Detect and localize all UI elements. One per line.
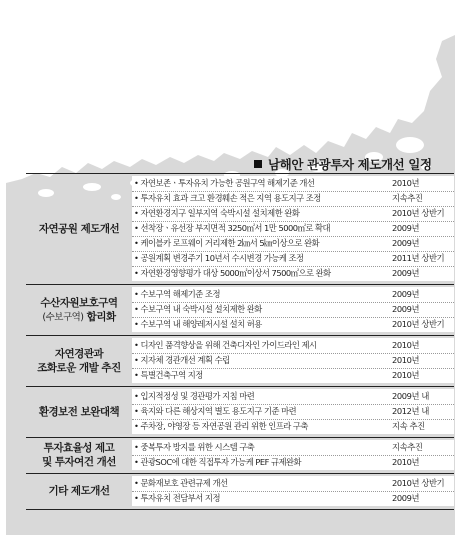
- list-item: [132, 440, 454, 456]
- list-item: [132, 491, 454, 506]
- item-date: 2011년 상반기: [392, 253, 445, 263]
- category-label: 자연공원 제도개선: [38, 223, 120, 235]
- item-date: 2010년 상반기: [392, 208, 445, 218]
- list-item: [132, 236, 454, 252]
- item-text: • 선착장ㆍ유선장 부지면적 3250㎡서 1만 5000㎡로 확대: [134, 221, 330, 235]
- section-rule: [26, 473, 454, 474]
- list-item: [132, 206, 454, 222]
- section-investment: [26, 440, 454, 470]
- list-item: [132, 302, 454, 318]
- item-text: • 자연보존ㆍ투자유치 가능한 공원구역 해제기준 개선: [134, 176, 314, 190]
- item-date: 2009년: [392, 268, 420, 278]
- item-list: [132, 287, 454, 332]
- item-text: • 케이블카 로프웨이 거리제한 2㎞서 5㎞이상으로 완화: [134, 236, 319, 250]
- item-date: 2009년: [392, 304, 420, 314]
- item-date: 2009년: [392, 238, 420, 248]
- item-text: • 중복투자 방지를 위한 시스템 구축: [134, 440, 254, 454]
- item-text: • 수보구역 해제기준 조정: [134, 287, 220, 301]
- section-rule: [26, 386, 454, 387]
- item-date: 2009년: [392, 289, 420, 299]
- item-date: 2010년 상반기: [392, 478, 445, 488]
- list-item: [132, 419, 454, 434]
- section-rule: [26, 437, 454, 438]
- item-date: 2009년: [392, 223, 420, 233]
- item-date: 2010년: [392, 340, 420, 350]
- item-date: 2010년 상반기: [392, 319, 445, 329]
- item-text: • 자연환경지구 일부지역 숙박시설 설치제한 완화: [134, 206, 299, 220]
- list-item: [132, 476, 454, 492]
- chart-title: [254, 155, 432, 173]
- item-text: • 주차장, 야영장 등 자연공원 관리 위한 인프라 구축: [134, 419, 308, 433]
- item-date: 지속추진: [392, 442, 423, 452]
- item-text: • 수보구역 내 해양레저시설 설치 허용: [134, 317, 262, 331]
- category-label: 환경보전 보완대책: [38, 406, 120, 418]
- item-date: 2009년: [392, 493, 420, 503]
- item-date: 2010년: [392, 370, 420, 380]
- item-date: 2012년 내: [392, 406, 429, 416]
- list-item: [132, 266, 454, 281]
- square-bullet-icon: [254, 160, 262, 168]
- item-date: 지속추진: [392, 193, 423, 203]
- bottom-rule: [26, 509, 454, 510]
- item-text: • 입지적정성 및 경관평가 지침 마련: [134, 389, 254, 403]
- item-list: [132, 338, 454, 383]
- section-nature-park: [26, 176, 454, 281]
- title-text: 남해안 관광투자 제도개선 일정: [268, 157, 432, 172]
- item-date: 2010년: [392, 355, 420, 365]
- list-item: [132, 404, 454, 420]
- item-text: • 지자체 경관개선 계획 수립: [134, 353, 230, 367]
- category-label: 투자효율성 제고 및 투자여건 개선: [42, 442, 116, 468]
- item-list: [132, 440, 454, 470]
- item-date: 지속 추진: [392, 421, 425, 431]
- list-item: [132, 368, 454, 383]
- item-text: • 투자유치 효과 크고 환경훼손 적은 지역 용도지구 조정: [134, 191, 321, 205]
- section-other: [26, 476, 454, 506]
- item-text: • 육지와 다른 해상지역 별도 용도지구 기준 마련: [134, 404, 296, 418]
- section-landscape: [26, 338, 454, 383]
- section-env-protection: [26, 389, 454, 434]
- list-item: [132, 221, 454, 237]
- list-item: [132, 317, 454, 332]
- item-text: • 관광SOC에 대한 직접투자 가능케 PEF 규제완화: [134, 455, 301, 469]
- infographic-panel: [6, 7, 455, 535]
- item-text: • 문화재보호 관련규제 개선: [134, 476, 227, 490]
- list-item: [132, 287, 454, 303]
- item-text: • 디자인 품격향상을 위해 건축디자인 가이드라인 제시: [134, 338, 317, 352]
- list-item: [132, 389, 454, 405]
- list-item: [132, 191, 454, 207]
- item-list: [132, 389, 454, 434]
- category-label: 기타 제도개선: [48, 485, 110, 497]
- item-date: 2009년 내: [392, 391, 429, 401]
- category-label: 수산자원보호구역 (수보구역) 합리화: [40, 297, 118, 323]
- item-text: • 특별건축구역 지정: [134, 368, 203, 382]
- item-text: • 공원계획 변경주기 10년서 수시변경 가능케 조정: [134, 251, 304, 265]
- item-text: • 투자유치 전담부서 지정: [134, 491, 220, 505]
- list-item: [132, 251, 454, 267]
- list-item: [132, 338, 454, 354]
- item-date: 2010년: [392, 457, 420, 467]
- list-item: [132, 176, 454, 192]
- item-list: [132, 476, 454, 506]
- item-text: • 자연환경영향평가 대상 5000㎡이상서 7500㎡으로 완화: [134, 266, 331, 280]
- section-fisheries-zone: [26, 287, 454, 332]
- item-list: [132, 176, 454, 281]
- item-date: 2010년: [392, 178, 420, 188]
- category-label: 자연경관과 조화로운 개발 추진: [37, 348, 121, 374]
- section-rule: [26, 284, 454, 285]
- section-rule: [26, 335, 454, 336]
- list-item: [132, 353, 454, 369]
- list-item: [132, 455, 454, 470]
- top-rule: [26, 173, 454, 174]
- item-text: • 수보구역 내 숙박시설 설치제한 완화: [134, 302, 262, 316]
